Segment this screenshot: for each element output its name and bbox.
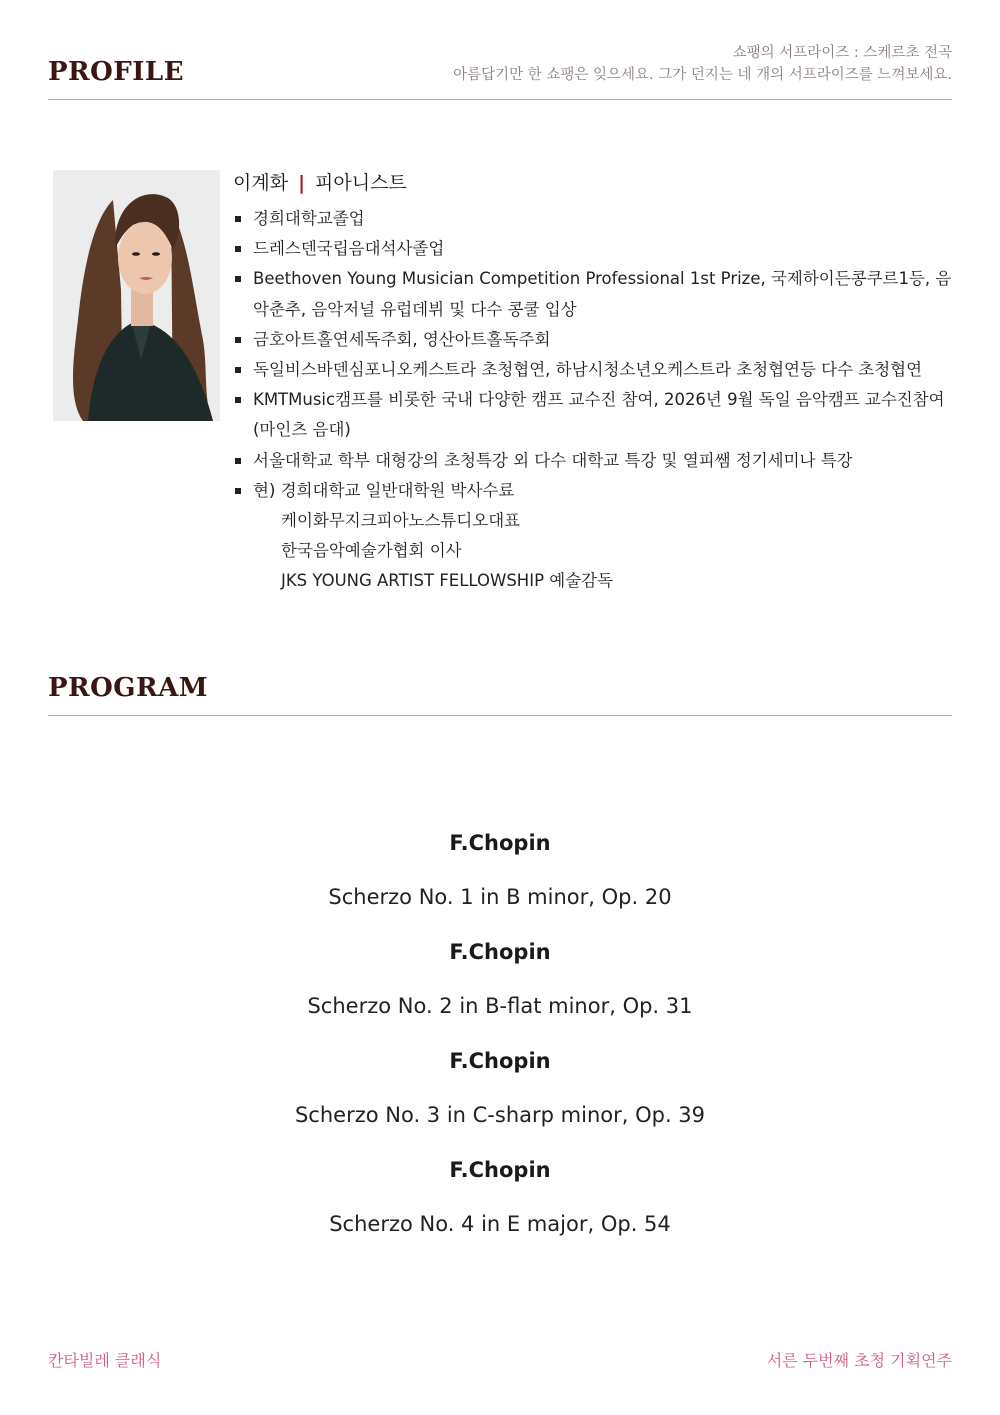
program-composer: F.Chopin	[449, 1158, 551, 1182]
bio-item: 독일비스바덴심포니오케스트라 초청협연, 하남시청소년오케스트라 초청협연등 다수 초청협연	[233, 355, 953, 385]
program-list	[48, 822, 952, 1258]
biography-list	[233, 204, 953, 597]
program-work: Scherzo No. 1 in B minor, Op. 20	[328, 885, 672, 909]
bio-item: 서울대학교 학부 대형강의 초청특강 외 다수 대학교 특강 및 열피쌤 정기세미나 특강	[233, 446, 953, 476]
program-composer: F.Chopin	[449, 1049, 551, 1073]
program-work: Scherzo No. 4 in E major, Op. 54	[329, 1212, 671, 1236]
bio-item: 드레스덴국립음대석사졸업	[233, 234, 953, 264]
bio-item: KMTMusic캠프를 비롯한 국내 다양한 캠프 교수진 참여, 2026년 9월 독일 음악캠프 교수진참여(마인츠 음대)	[233, 385, 953, 445]
program-work: Scherzo No. 2 in B-flat minor, Op. 31	[307, 994, 693, 1018]
current-position: JKS YOUNG ARTIST FELLOWSHIP 예술감독	[281, 571, 614, 591]
pianist-name-line	[233, 168, 407, 195]
pianist-portrait	[53, 170, 220, 421]
program-work: Scherzo No. 3 in C-sharp minor, Op. 39	[294, 1103, 706, 1127]
bio-item: 현) 경희대학교 일반대학원 박사수료	[233, 476, 953, 506]
tagline-line-2: 아름답기만 한 쇼팽은 잊으세요. 그가 던지는 네 개의 서프라이즈를 느껴보세요.	[453, 67, 952, 83]
tagline-line-1: 쇼팽의 서프라이즈 : 스케르초 전곡	[732, 45, 952, 61]
header-tagline	[453, 42, 952, 86]
current-position: 한국음악예술가협회 이사	[281, 541, 462, 561]
footer-left: 칸타빌레 클래식	[48, 1351, 162, 1370]
bio-item: 경희대학교졸업	[233, 204, 953, 234]
footer-right: 서른 두번째 초청 기획연주	[766, 1351, 952, 1370]
profile-heading: PROFILE	[48, 57, 185, 87]
profile-divider	[48, 99, 952, 100]
program-composer: F.Chopin	[449, 940, 551, 964]
pianist-role: 피아니스트	[315, 172, 407, 194]
program-composer: F.Chopin	[449, 831, 551, 855]
pianist-name: 이계화	[233, 172, 289, 194]
bio-item: Beethoven Young Musician Competition Professional 1st Prize, 국제하이든콩쿠르1등, 음악춘추, 음악저널 유럽데뷔 및 다수 콩쿨 입상	[233, 264, 953, 324]
program-heading: PROGRAM	[48, 673, 209, 703]
current-position: 케이화무지크피아노스튜디오대표	[281, 511, 521, 531]
name-separator: |	[298, 172, 306, 194]
bio-item: 금호아트홀연세독주회, 영산아트홀독주회	[233, 325, 953, 355]
program-divider	[48, 715, 952, 716]
